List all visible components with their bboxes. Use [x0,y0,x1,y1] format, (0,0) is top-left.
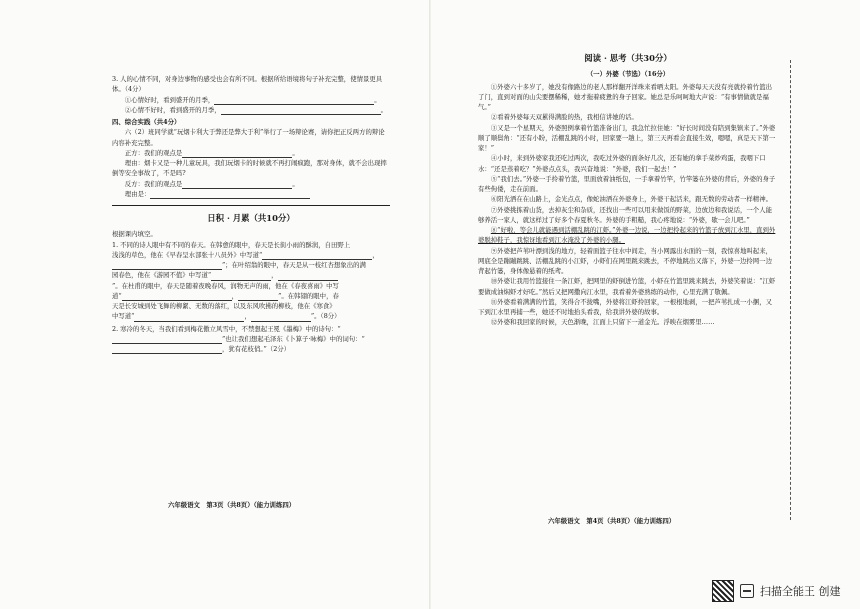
section-5-title: 日积 · 月累（共10分） [207,213,295,223]
qr-code-icon [712,580,734,602]
q1-line-8: 中写道“ ， ”。（8分） [112,312,341,321]
paragraph-1: ①外婆六十多岁了，她没有像路边的老人那样翻开洋珠来看晒太阳。外婆每天天没有亮就拎着竹篮出了门，直到对面的山尖要摆稀稀，她才拖着疲惫的身子回家。她总是乐呵呵地大声说：“有事情做就是福气。” [478,82,772,112]
q2-line-1: 2. 寒冷的冬天，当我们看到梅花傲立风雪中，不禁想起王冕《墨梅》中的诗句：“ [112,324,341,333]
answer-blank[interactable] [214,97,374,105]
reading-subtitle: （一）外婆（节选）（16分） [586,70,670,79]
scanner-label: 扫描全能王 创建 [760,585,841,598]
answer-blank[interactable] [238,293,278,301]
q1-line-4: 园春色，他在《游园不值》中写道“ ， [112,270,390,280]
question-3-item-2: ②心情不好时，看到盛开的月季， 。 [124,105,388,114]
answer-blank[interactable] [221,107,381,115]
q1-line-3: ”；在叶绍翁的眼中，春天是从一枝红杏想象出的满 [112,260,390,270]
fan-reason: 理由是： [112,189,390,199]
q1-line-7: 天是长安城到处飞舞的柳絮、无数的落红，以及东风吹拂的柳枝，他在《寒食》 [112,302,336,311]
question-3-prompt: 3. 人的心情不同，对身边事物的感受也会有所不同。根据所给语境将句子补充完整，使情景更具体。（4分） [112,75,383,94]
q1-line-1: 1. 不同的诗人眼中有不同的春天。在韩愈的眼中，春天是长街小雨的酥润，自田野上 [112,240,351,249]
paragraph-10: ⑩外婆让我用竹篮接住一条江虾，把网里的虾倒进竹篮，小虾在竹篮里跳来跳去，外婆笑着说：“江虾要做成油焖虾才好吃。”然后又把网撒向江水里，我看着外婆熟练的动作，心里充满了敬佩。 [478,277,776,296]
answer-blank[interactable] [251,314,311,322]
paragraph-3: ③又是一个星期天，外婆照例拿着竹篮准备出门，我急忙拉住她：“好长时间没有陪到集镇来了。”外婆顺了顺鬓角：“还有小盼，活棚乱跳的小时，回家要一趟上，第三天再看会直接生效，嗯嗯，真是天下第一家！” [478,123,776,153]
zheng-reason: 理由：烟卡又是一种儿童玩具，我们玩烟卡的时候就不再打闹疯跑，那对身体，就不会出现摔倒等安全事故了，不是吗? [112,159,387,178]
answer-blank[interactable] [112,336,222,344]
paragraph-7: ⑦外婆挑拣着山货，去掉灰尘和杂质，还找出一些可以用来做饭的野菜，边放边和我说话，一个人能够养活一家人，就这样过了好多个春夏秋冬。外婆的手粗糙，我心疼地说：“外婆，歇一会儿吧。” [478,205,772,224]
section-5-intro: 根据课内填空。 [112,230,157,239]
answer-blank[interactable] [122,293,232,301]
answer-blank[interactable] [112,346,222,354]
answer-blank[interactable] [278,273,338,281]
paragraph-4: ④小时，来到外婆家我还吃过两次，我吃过外婆的面条好几次，还有她的拿手菜炒鸡蛋，我咽下口水：“还是蒸着吃？”外婆点点头，我兴奋地说：“外婆，我们一起去！” [478,154,766,173]
paragraph-6: ⑥阳光洒在在山路上，金光点点，像蛇油洒在外婆身上，外婆干起活来，跟无数的劳动者一样精神。 [490,195,772,204]
paragraph-2: ②看着外婆每天双累得满脸的热，我相信讲她的话。 [490,113,638,122]
section-divider [112,205,390,206]
answer-blank[interactable] [112,262,222,270]
paragraph-12: ⑫外婆和我回家的时候，天色渐晚，江面上只留下一道金光。浮映在烟雾里…… [490,318,715,327]
answer-blank[interactable] [211,273,271,281]
scanner-watermark [712,580,841,602]
paragraph-8: ⑧“好啦，等会儿就能遇到活棚乱跳的江虾。”外婆一边说，一边把拎起来的竹篮子放到江水里，直到外婆脱掉鞋子，我惊讶地看到江水淹没了外婆的小腿。 [478,226,776,245]
page-crease [429,0,431,609]
answer-blank[interactable] [134,314,244,322]
q2-line-2: ”也让我们想起毛泽东《卜算子·咏梅》中的词句：“ [112,334,390,344]
answer-blank[interactable] [150,191,310,199]
right-column [478,52,778,328]
q2-line-3: ，犹有花枝俏。”（2分） [112,344,390,354]
left-page-footer: 六年级语文 第3页（共8页）（能力训练四） [168,501,296,509]
fan-label: 反方：我们的观点是 。 [124,179,299,188]
answer-blank[interactable] [182,150,292,158]
left-column [112,72,390,354]
paragraph-9: ⑨外婆把芦苇叶漂到浅的地方，轻着面篮子往水中间走，当小网露出水面的一刻，我惊喜地叫起来，网底全是蹦蹦跳跳、活棚乱跳的小江虾，小虾们在网里跳来跳去，不停地跳出又落下，外婆一边拎网一边背起竹篓，身体像悬着的纸鸢。 [478,246,772,276]
section-4-title: 四、综合实践（共4分） [112,118,181,126]
answer-blank[interactable] [182,181,292,189]
paragraph-5: ⑤“我们去。”外婆一手拎着竹篮，里面放着油纸包，一手拿着竹竿，竹竿篓在外婆的背后，外婆的身子有些佝偻，走在前面。 [478,174,776,194]
right-page-footer: 六年级语文 第4页（共8页）（能力训练四） [548,517,676,525]
q1-line-2: 浅浅的草色，他在《早春呈水部张十八员外》中写道“ ， [112,250,379,259]
binding-line [790,60,791,520]
section-4-intro: 六（2）班同学就“玩烟卡利大于弊还是弊大于利”举行了一场辩论赛，请你把正反两方的辩论内容补充完整。 [112,128,385,147]
zheng-label: 正方：我们的观点是 。 [124,148,299,157]
scanner-logo-icon [740,584,754,598]
reading-title: 阅读 · 思考（共30分） [584,53,672,63]
q1-line-5: ”。在杜甫的眼中，春天是随着夜晚春风，润物无声的雨，他在《春夜喜雨》中写 [112,281,339,290]
paragraph-11: ⑪外婆看着满满的竹篮，笑得合不拢嘴，外婆将江虾拎回家，一根根地剥，一把芦苇扎成一小捆，又下到江水里再捕一些，她还不时地抬头看我，给我讲外婆的故事。 [478,297,772,317]
answer-blank[interactable] [262,252,372,260]
question-3-item-1: ①心情好时，看到盛开的月季， 。 [124,95,381,104]
q1-line-6: 道“ ， ”。在韩翃的眼中，春 [112,291,339,300]
